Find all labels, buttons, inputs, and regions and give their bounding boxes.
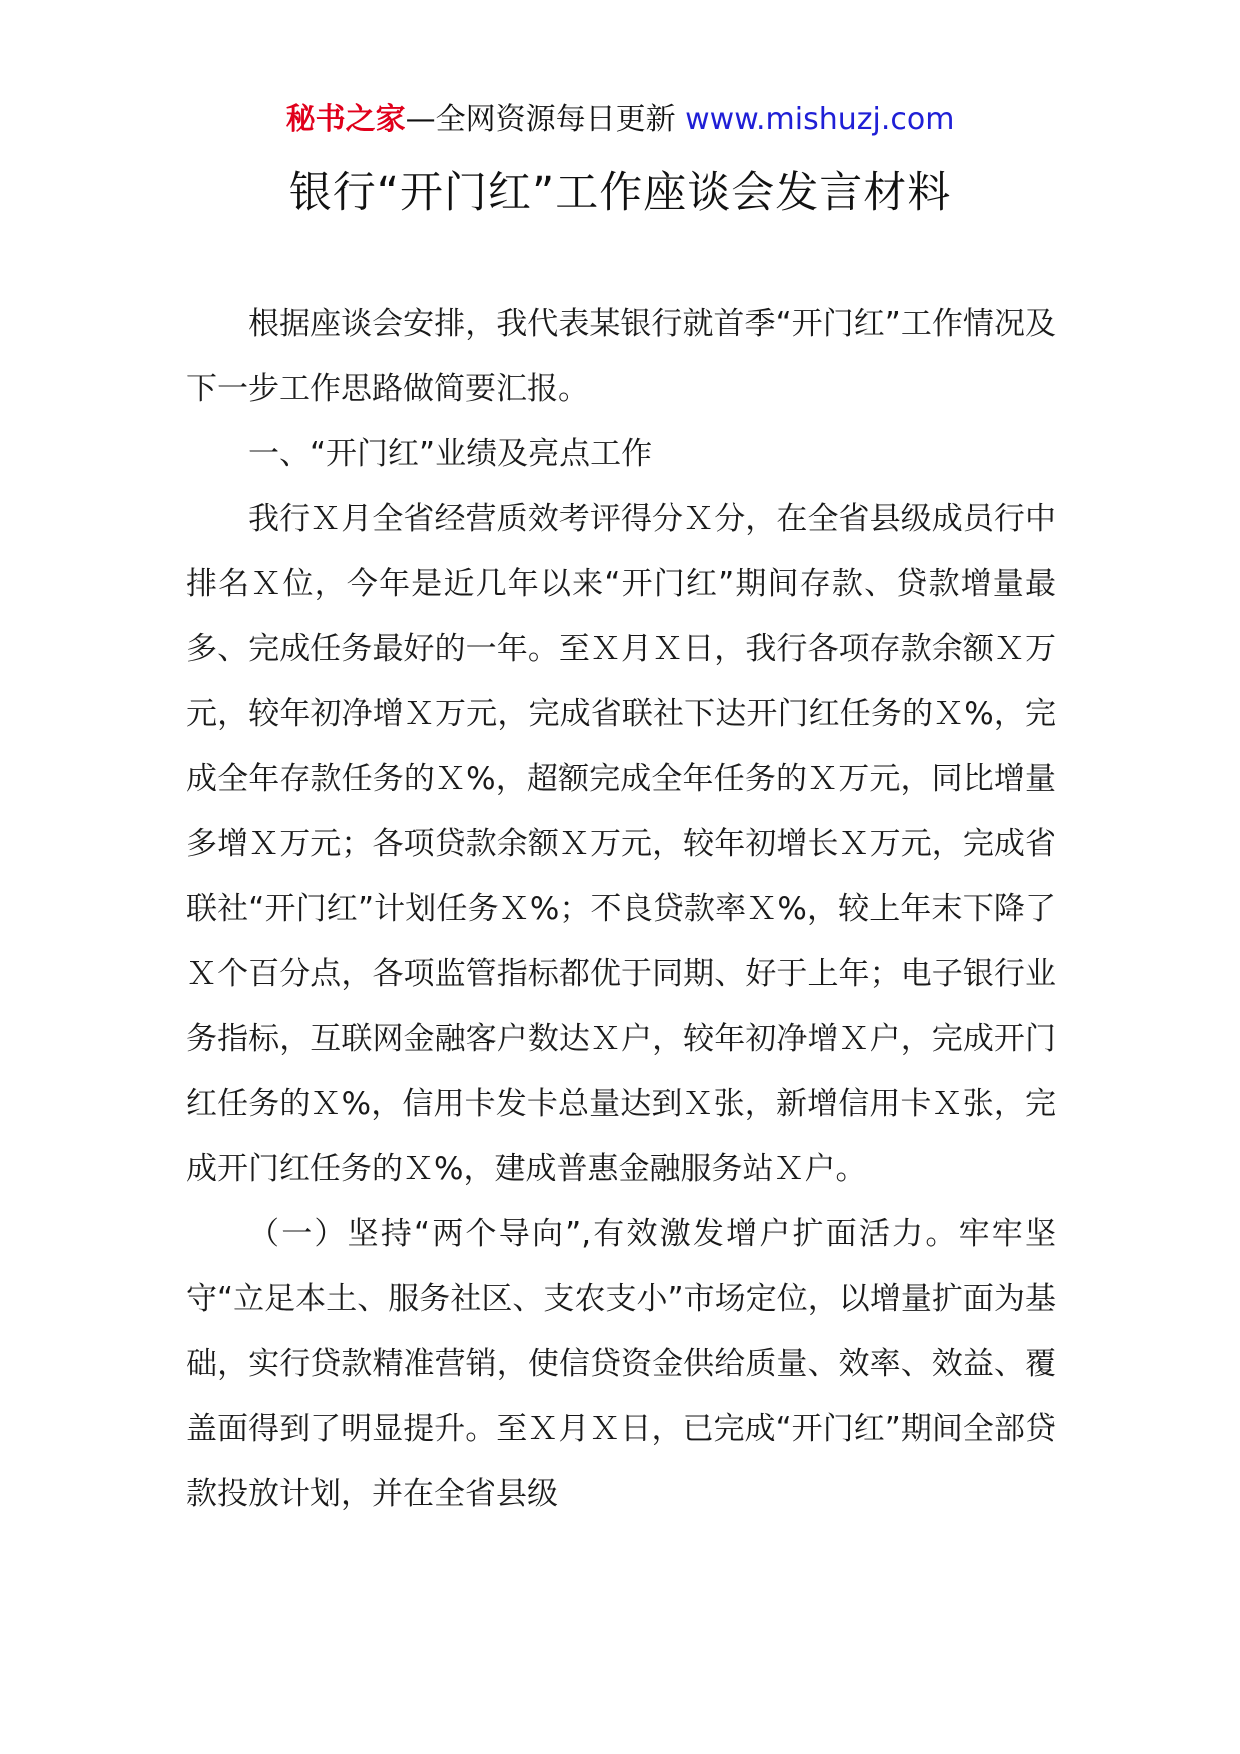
brand-name: 秘书之家	[285, 102, 406, 137]
subsection-paragraph: （一）坚持“两个导向”,有效激发增户扩面活力。牢牢坚守“立足本土、服务社区、支农支小”市场定位，以增量扩面为基础，实行贷款精准营销，使信贷资金供给质量、效率、效益、覆盖面得到了明显提升。至Ｘ月Ｘ日，已完成“开门红”期间全部贷款投放计划，并在全省县级	[186, 1216, 1056, 1512]
document-body	[186, 292, 1056, 1527]
banner-tagline: —全网资源每日更新	[405, 102, 686, 137]
performance-paragraph: 我行Ｘ月全省经营质效考评得分Ｘ分，在全省县级成员行中排名Ｘ位，今年是近几年以来“开门红”期间存款、贷款增量最多、完成任务最好的一年。至Ｘ月Ｘ日，我行各项存款余额Ｘ万元，较年初净增Ｘ万元，完成省联社下达开门红任务的Ｘ%，完成全年存款任务的Ｘ%，超额完成全年任务的Ｘ万元，同比增量多增Ｘ万元；各项贷款余额Ｘ万元，较年初增长Ｘ万元，完成省联社“开门红”计划任务Ｘ%；不良贷款率Ｘ%，较上年末下降了Ｘ个百分点，各项监管指标都优于同期、好于上年；电子银行业务指标，互联网金融客户数达Ｘ户，较年初净增Ｘ户，完成开门红任务的Ｘ%，信用卡发卡总量达到Ｘ张，新增信用卡Ｘ张，完成开门红任务的Ｘ%，建成普惠金融服务站Ｘ户。	[186, 501, 1056, 1187]
intro-paragraph: 根据座谈会安排，我代表某银行就首季“开门红”工作情况及下一步工作思路做简要汇报。	[186, 306, 1056, 407]
document-title: 银行“开门红”工作座谈会发言材料	[288, 168, 952, 218]
site-banner	[0, 100, 1240, 140]
section-heading: 一、“开门红”业绩及亮点工作	[248, 436, 653, 472]
site-url-link[interactable]: www.mishuzj.com	[685, 102, 955, 137]
